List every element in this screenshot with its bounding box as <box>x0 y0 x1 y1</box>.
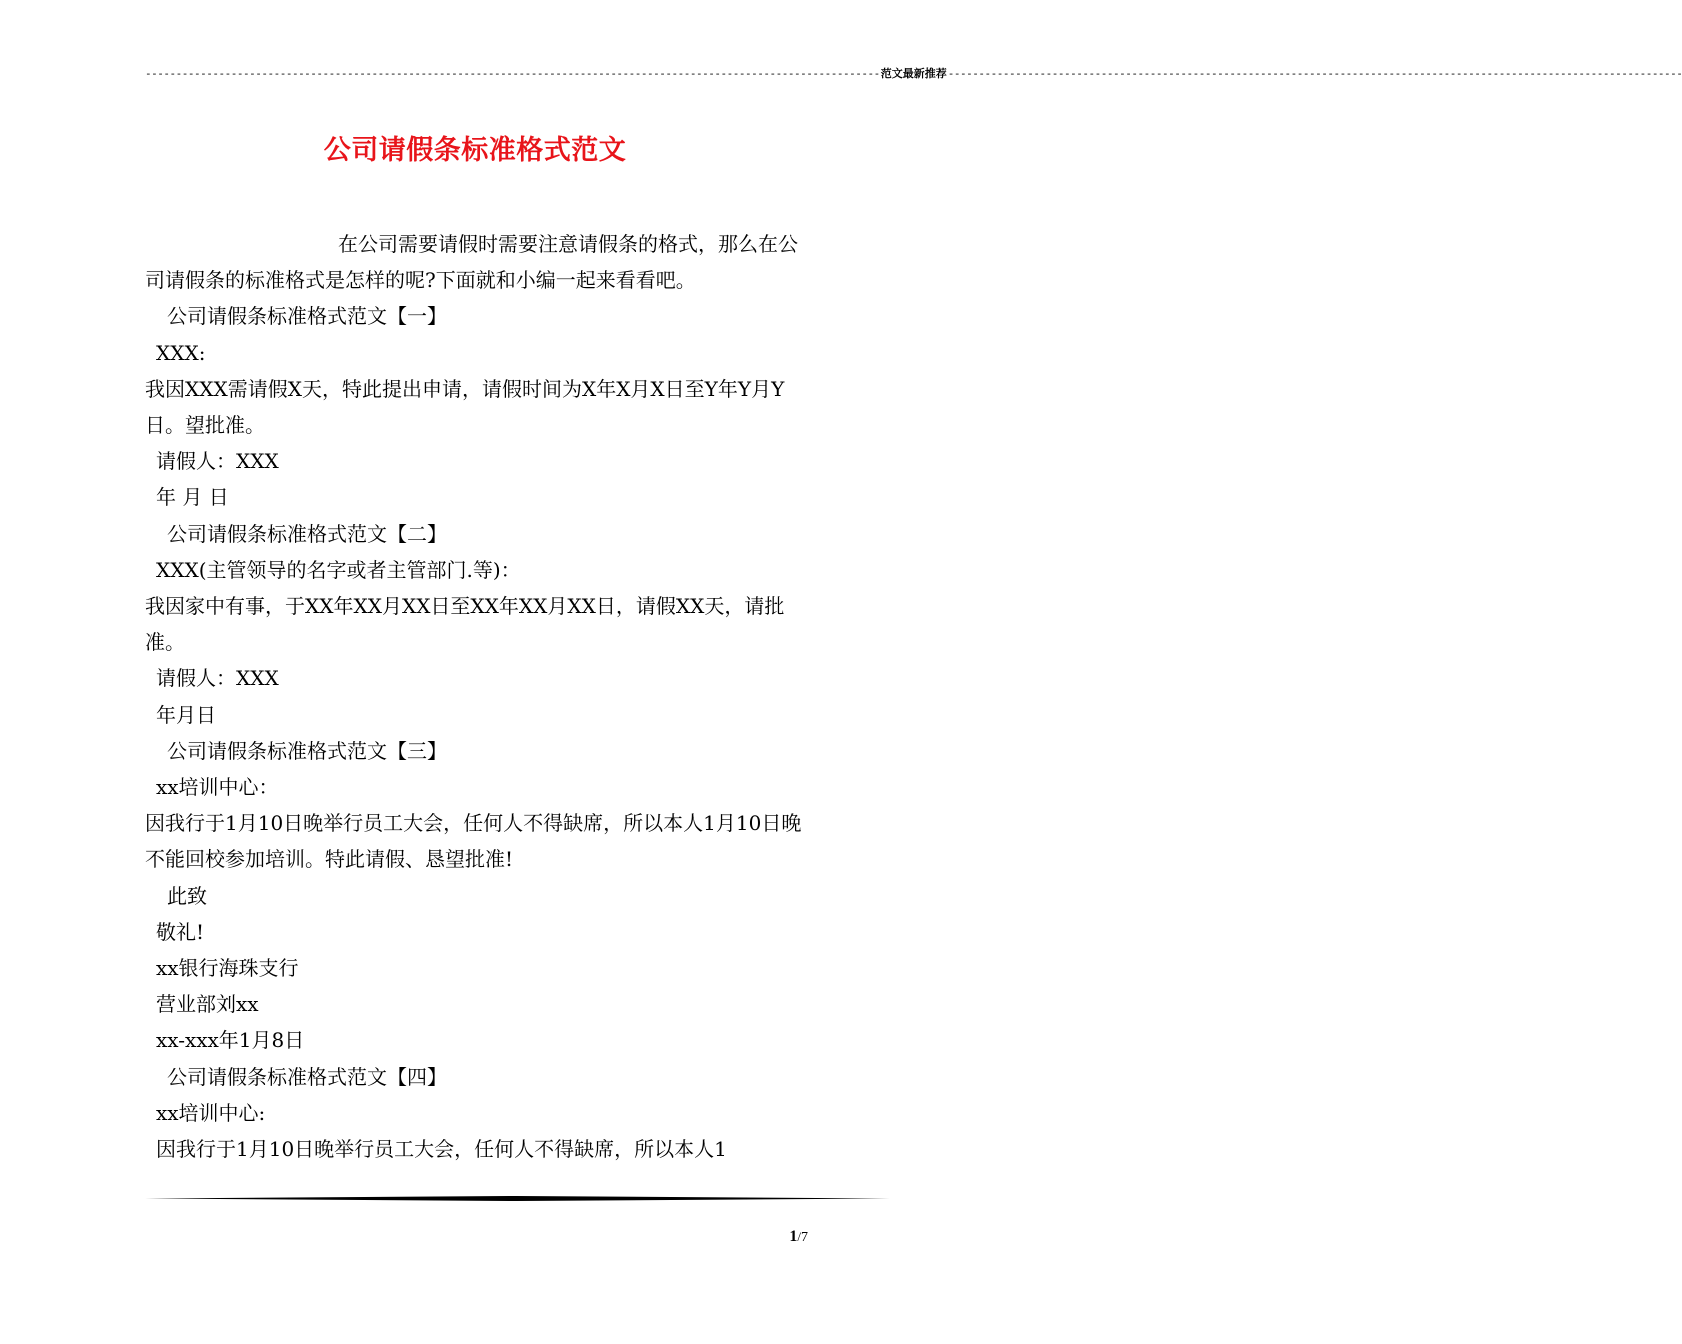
footer-rule <box>145 1196 890 1201</box>
section-heading-2: 公司请假条标准格式范文【二】 <box>167 521 447 546</box>
letter-body-2: 我因家中有事，于XX年XX月XX日至XX年XX月XX日，请假XX天，请批准。 <box>145 594 785 655</box>
header-divider <box>145 66 1682 82</box>
section-heading-4: 公司请假条标准格式范文【四】 <box>167 1064 447 1089</box>
page-number <box>760 1228 808 1246</box>
header-dashes-right: ------------------------------------------------------------------------------------------------------------------------ <box>947 67 1682 80</box>
page-current: 1 <box>789 1228 798 1245</box>
salutation-3: 敬礼! <box>156 919 205 944</box>
date-2: 年月日 <box>156 702 216 727</box>
addressee-1: XXX: <box>156 340 206 365</box>
page-total: 7 <box>801 1230 808 1245</box>
addressee-2: XXX(主管领导的名字或者主管部门.等)： <box>156 557 521 582</box>
page-separator: / <box>797 1229 801 1244</box>
sender-name-3: 营业部刘xx <box>156 992 259 1017</box>
addressee-3: xx培训中心： <box>156 775 279 800</box>
letter-body-3: 因我行于1月10日晚举行员工大会，任何人不得缺席，所以本人1月10日晚不能回校参加培训。特此请假、恳望批准! <box>145 811 802 872</box>
section-heading-1: 公司请假条标准格式范文【一】 <box>167 304 447 329</box>
signature-2: 请假人：XXX <box>156 666 279 691</box>
letter-body-4: 因我行于1月10日晚举行员工大会，任何人不得缺席，所以本人1 <box>156 1137 727 1162</box>
sender-org-3: xx银行海珠支行 <box>156 956 299 981</box>
section-heading-3: 公司请假条标准格式范文【三】 <box>167 738 447 763</box>
date-3: xx-xxx年1月8日 <box>156 1028 305 1053</box>
date-1: 年 月 日 <box>156 485 229 510</box>
header-label: 范文最新推荐 <box>880 67 947 80</box>
closing-3: 此致 <box>167 883 207 908</box>
document-body <box>145 226 810 1167</box>
document-title: 公司请假条标准格式范文 <box>323 135 627 166</box>
intro-paragraph: 在公司需要请假时需要注意请假条的格式，那么在公司请假条的标准格式是怎样的呢?下面就和小编一起来看看吧。 <box>145 232 798 293</box>
signature-1: 请假人：XXX <box>156 449 279 474</box>
letter-body-1: 我因XXX需请假X天，特此提出申请，请假时间为X年X月X日至Y年Y月Y日。望批准。 <box>145 376 785 438</box>
addressee-4: xx培训中心: <box>156 1100 266 1125</box>
header-dashes-left: ------------------------------------------------------------------------------------------------------------------------ <box>145 67 880 80</box>
